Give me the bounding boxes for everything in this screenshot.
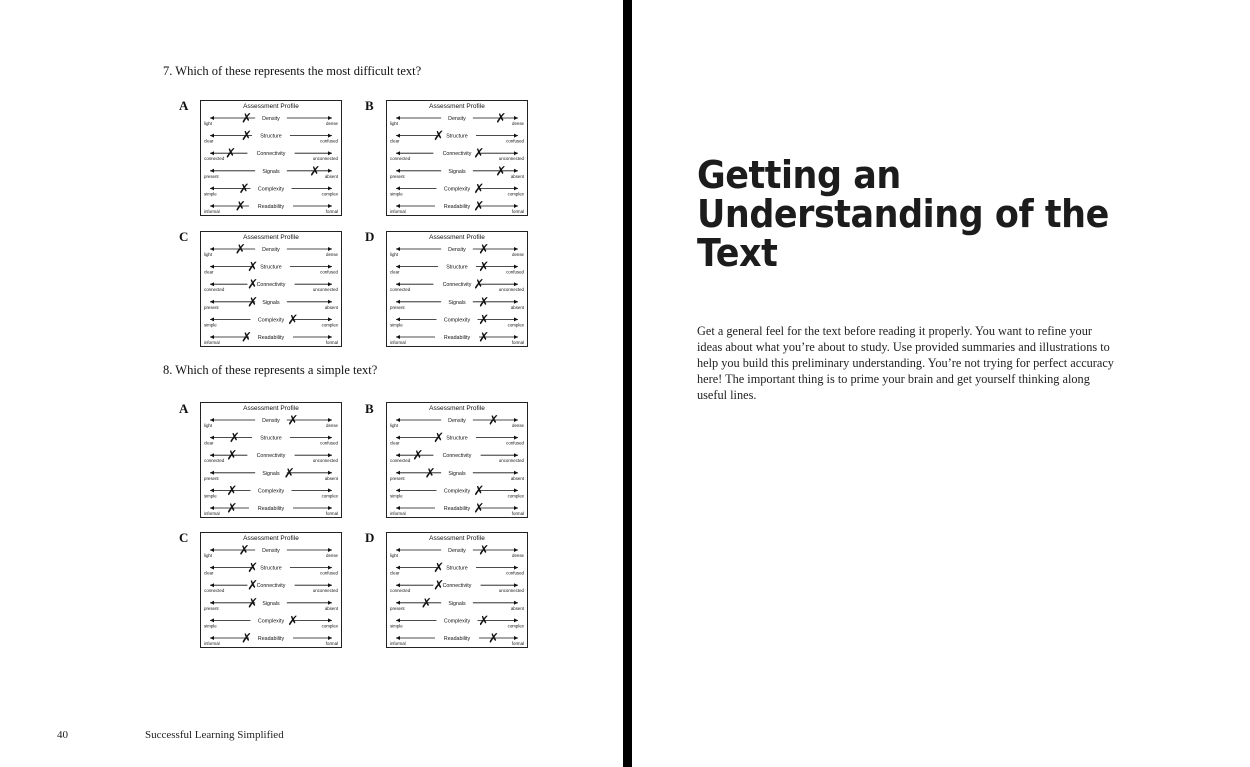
svg-text:dense: dense	[512, 121, 524, 126]
profile-title: Assessment Profile	[243, 535, 299, 542]
profile-row-structure	[204, 129, 339, 144]
svg-text:present: present	[390, 475, 405, 481]
svg-text:present: present	[204, 304, 219, 310]
profile-mark: ✗	[478, 543, 490, 559]
svg-text:light: light	[204, 121, 213, 126]
profile-row-complexity	[204, 614, 339, 629]
svg-text:confused: confused	[320, 440, 338, 446]
profile-mark: ✗	[495, 111, 507, 127]
profile-row-signals	[204, 466, 339, 481]
svg-text:light: light	[390, 423, 399, 428]
profile-mark: ✗	[478, 295, 490, 311]
profile-mark: ✗	[241, 330, 253, 346]
svg-text:simple: simple	[390, 623, 403, 629]
svg-text:formal: formal	[325, 641, 338, 646]
svg-text:light: light	[204, 553, 213, 558]
option-letter: B	[365, 401, 374, 416]
svg-text:absent: absent	[324, 173, 338, 179]
profile-row-connectivity	[390, 278, 525, 293]
profile-row-connectivity	[390, 147, 525, 162]
svg-text:absent: absent	[324, 304, 338, 310]
svg-text:light: light	[204, 252, 213, 257]
svg-text:Connectivity: Connectivity	[256, 453, 286, 460]
profile-row-readability	[204, 502, 338, 517]
profile-mark: ✗	[235, 242, 246, 258]
svg-text:Density: Density	[448, 418, 466, 424]
assessment-profile	[386, 402, 528, 518]
assessment-profile	[200, 402, 342, 518]
option-letter: C	[179, 530, 189, 545]
profile-title: Assessment Profile	[429, 234, 485, 241]
svg-text:complex: complex	[321, 493, 338, 499]
svg-text:dense: dense	[326, 252, 338, 257]
profile-mark: ✗	[287, 312, 299, 328]
svg-text:Signals: Signals	[262, 168, 280, 175]
profile-diagram	[201, 533, 341, 647]
svg-text:Complexity: Complexity	[257, 317, 285, 324]
svg-text:Complexity: Complexity	[443, 488, 471, 495]
profile-row-readability	[390, 502, 524, 517]
assessment-profile	[386, 100, 528, 216]
profile-mark: ✗	[247, 260, 259, 276]
svg-text:confused: confused	[320, 269, 338, 275]
profile-mark: ✗	[247, 561, 259, 577]
profile-mark: ✗	[241, 631, 253, 647]
svg-text:unconnected: unconnected	[498, 458, 524, 464]
profile-row-complexity	[390, 182, 525, 197]
profile-mark: ✗	[247, 578, 259, 594]
profile-mark: ✗	[247, 596, 259, 612]
assessment-profile	[200, 231, 342, 347]
svg-text:Density: Density	[262, 418, 280, 424]
profile-row-signals	[390, 596, 525, 611]
profile-diagram	[387, 403, 527, 517]
svg-text:absent: absent	[510, 475, 524, 481]
svg-text:unconnected: unconnected	[312, 287, 338, 293]
svg-text:dense: dense	[512, 423, 524, 428]
svg-text:Readability: Readability	[443, 335, 471, 341]
svg-text:unconnected: unconnected	[312, 458, 338, 464]
profile-row-complexity	[390, 614, 525, 629]
profile-row-complexity	[204, 313, 339, 328]
svg-text:complex: complex	[507, 191, 524, 197]
svg-text:Signals: Signals	[448, 299, 466, 306]
profile-title: Assessment Profile	[429, 103, 485, 110]
svg-text:Readability: Readability	[257, 335, 285, 341]
profile-row-density	[390, 112, 525, 127]
svg-text:absent: absent	[324, 605, 338, 611]
assessment-profile	[386, 231, 528, 347]
svg-text:Connectivity: Connectivity	[256, 282, 286, 289]
svg-text:connected: connected	[390, 156, 411, 162]
profile-title: Assessment Profile	[243, 234, 299, 241]
svg-text:informal: informal	[390, 209, 406, 214]
svg-text:Readability: Readability	[257, 636, 285, 642]
profile-mark: ✗	[473, 483, 485, 499]
option-letter: D	[365, 530, 375, 545]
assessment-profile	[386, 532, 528, 648]
svg-text:Signals: Signals	[448, 168, 466, 175]
svg-text:Connectivity: Connectivity	[256, 583, 286, 590]
profile-mark: ✗	[478, 242, 490, 258]
svg-text:complex: complex	[507, 322, 524, 328]
svg-text:unconnected: unconnected	[498, 287, 524, 293]
profile-row-signals	[204, 295, 339, 310]
option-letter: C	[179, 229, 189, 244]
svg-text:complex: complex	[321, 191, 338, 197]
profile-row-structure	[390, 561, 525, 576]
assessment-profile	[200, 100, 342, 216]
profile-mark: ✗	[287, 613, 299, 629]
svg-text:unconnected: unconnected	[312, 156, 338, 162]
profile-row-structure	[204, 260, 339, 275]
svg-text:clear: clear	[204, 269, 214, 275]
svg-text:informal: informal	[390, 641, 406, 646]
svg-text:formal: formal	[325, 511, 338, 516]
svg-text:dense: dense	[326, 121, 338, 126]
svg-text:Signals: Signals	[262, 600, 280, 607]
profile-mark: ✗	[238, 543, 250, 559]
svg-text:simple: simple	[204, 191, 217, 197]
svg-text:dense: dense	[326, 553, 338, 558]
svg-text:connected: connected	[390, 588, 411, 594]
svg-text:connected: connected	[390, 287, 411, 293]
svg-text:connected: connected	[204, 156, 225, 162]
svg-text:Structure: Structure	[446, 133, 468, 140]
svg-text:absent: absent	[510, 173, 524, 179]
svg-text:Signals: Signals	[262, 299, 280, 306]
svg-text:Structure: Structure	[260, 264, 282, 271]
profile-mark: ✗	[433, 561, 445, 577]
svg-text:clear: clear	[204, 440, 214, 446]
profile-diagram	[387, 533, 527, 647]
chapter-title: Getting an Understanding of the Text	[697, 153, 1109, 275]
left-page	[0, 0, 623, 767]
profile-row-signals	[390, 164, 525, 179]
svg-text:formal: formal	[511, 511, 524, 516]
svg-text:confused: confused	[320, 570, 338, 576]
svg-text:formal: formal	[511, 641, 524, 646]
svg-text:Structure: Structure	[260, 133, 282, 140]
svg-text:informal: informal	[204, 511, 220, 516]
profile-title: Assessment Profile	[429, 405, 485, 412]
svg-text:Density: Density	[448, 548, 466, 554]
profile-title: Assessment Profile	[243, 405, 299, 412]
svg-text:Readability: Readability	[257, 506, 285, 512]
svg-text:simple: simple	[204, 493, 217, 499]
svg-text:Connectivity: Connectivity	[256, 151, 286, 158]
profile-mark: ✗	[241, 111, 253, 127]
body-paragraph: Get a general feel for the text before reading it properly. You want to refine your ideas about what you’re about to study. Use provided summaries and illustrations to help you build this preliminary understanding. You’re not trying for perfect accuracy here! The important thing is to prime your brain and get yourself thinking along useful lines.	[697, 324, 1114, 402]
profile-row-complexity	[390, 484, 525, 499]
svg-text:clear: clear	[390, 138, 400, 144]
svg-text:informal: informal	[390, 340, 406, 345]
svg-text:Complexity: Complexity	[443, 618, 471, 625]
svg-text:formal: formal	[511, 340, 524, 345]
profile-mark: ✗	[424, 466, 436, 482]
profile-mark: ✗	[283, 466, 295, 482]
svg-text:formal: formal	[511, 209, 524, 214]
profile-mark: ✗	[412, 448, 424, 464]
svg-text:simple: simple	[390, 191, 403, 197]
profile-mark: ✗	[247, 277, 259, 293]
profile-row-density	[390, 243, 525, 258]
svg-text:confused: confused	[506, 440, 524, 446]
profile-mark: ✗	[247, 295, 259, 311]
svg-text:present: present	[390, 605, 405, 611]
profile-mark: ✗	[478, 330, 490, 346]
svg-text:Complexity: Complexity	[257, 488, 285, 495]
profile-mark: ✗	[473, 277, 485, 293]
svg-text:light: light	[390, 121, 399, 126]
question-8: 8. Which of these represents a simple text?	[163, 363, 378, 377]
svg-text:Connectivity: Connectivity	[442, 583, 472, 590]
svg-text:dense: dense	[512, 252, 524, 257]
svg-text:formal: formal	[325, 209, 338, 214]
option-letter: A	[179, 401, 189, 416]
option-letter: D	[365, 229, 375, 244]
profile-row-connectivity	[204, 449, 339, 464]
svg-text:light: light	[390, 553, 399, 558]
svg-text:clear: clear	[390, 269, 400, 275]
right-page	[632, 0, 1250, 767]
svg-text:clear: clear	[390, 440, 400, 446]
svg-text:simple: simple	[390, 493, 403, 499]
profile-row-complexity	[204, 182, 339, 197]
svg-text:connected: connected	[204, 287, 225, 293]
profile-row-density	[390, 544, 525, 559]
svg-text:complex: complex	[321, 623, 338, 629]
svg-text:Signals: Signals	[448, 470, 466, 477]
svg-text:present: present	[390, 304, 405, 310]
running-title: Successful Learning Simplified	[145, 729, 284, 741]
profile-mark: ✗	[495, 164, 507, 180]
svg-text:informal: informal	[204, 340, 220, 345]
profile-row-readability	[204, 632, 338, 647]
profile-row-connectivity	[390, 579, 525, 594]
profile-diagram	[387, 101, 527, 215]
svg-text:clear: clear	[204, 570, 214, 576]
profile-row-connectivity	[204, 579, 339, 594]
svg-text:informal: informal	[390, 511, 406, 516]
page-number: 40	[57, 729, 68, 741]
svg-text:Signals: Signals	[448, 600, 466, 607]
profile-row-complexity	[390, 313, 525, 328]
svg-text:formal: formal	[325, 340, 338, 345]
profile-row-readability	[204, 331, 338, 346]
profile-mark: ✗	[241, 129, 253, 145]
svg-text:clear: clear	[204, 138, 214, 144]
profile-mark: ✗	[238, 181, 250, 197]
option-letter: A	[179, 98, 189, 113]
profile-row-density	[204, 112, 339, 127]
svg-text:Connectivity: Connectivity	[442, 453, 472, 460]
profile-row-readability	[204, 200, 338, 215]
svg-text:Readability: Readability	[443, 506, 471, 512]
assessment-profile	[200, 532, 342, 648]
profile-row-structure	[390, 129, 525, 144]
profile-diagram	[201, 101, 341, 215]
svg-text:unconnected: unconnected	[498, 588, 524, 594]
profile-mark: ✗	[226, 483, 238, 499]
profile-row-readability	[390, 200, 524, 215]
option-letter: B	[365, 98, 374, 113]
svg-text:dense: dense	[326, 423, 338, 428]
svg-text:Readability: Readability	[443, 636, 471, 642]
profile-row-connectivity	[204, 147, 339, 162]
svg-text:Structure: Structure	[260, 565, 282, 572]
svg-text:complex: complex	[507, 493, 524, 499]
svg-text:confused: confused	[506, 570, 524, 576]
svg-text:Signals: Signals	[262, 470, 280, 477]
profile-row-complexity	[204, 484, 339, 499]
profile-mark: ✗	[478, 260, 490, 276]
page-gutter	[623, 0, 632, 767]
svg-text:confused: confused	[320, 138, 338, 144]
svg-text:unconnected: unconnected	[312, 588, 338, 594]
svg-text:informal: informal	[204, 209, 220, 214]
svg-text:simple: simple	[204, 623, 217, 629]
profile-mark: ✗	[226, 501, 238, 517]
svg-text:Density: Density	[262, 116, 280, 122]
svg-text:Readability: Readability	[443, 204, 471, 210]
svg-text:Complexity: Complexity	[443, 317, 471, 324]
profile-row-density	[204, 544, 339, 559]
profile-row-density	[204, 243, 339, 258]
profile-row-density	[390, 414, 525, 429]
profile-mark: ✗	[309, 164, 321, 180]
profile-row-structure	[390, 431, 525, 446]
profile-mark: ✗	[228, 431, 240, 447]
profile-mark: ✗	[473, 181, 485, 197]
svg-text:connected: connected	[204, 588, 225, 594]
profile-mark: ✗	[421, 596, 432, 612]
profile-mark: ✗	[225, 146, 237, 162]
svg-text:Structure: Structure	[446, 435, 468, 442]
svg-text:Density: Density	[448, 116, 466, 122]
svg-text:simple: simple	[204, 322, 217, 328]
svg-text:present: present	[204, 605, 219, 611]
svg-text:unconnected: unconnected	[498, 156, 524, 162]
profile-row-density	[204, 414, 339, 429]
profile-row-signals	[204, 596, 339, 611]
svg-text:Structure: Structure	[446, 264, 468, 271]
svg-text:confused: confused	[506, 269, 524, 275]
svg-text:simple: simple	[390, 322, 403, 328]
svg-text:confused: confused	[506, 138, 524, 144]
profile-mark: ✗	[478, 312, 490, 328]
profile-mark: ✗	[488, 413, 500, 429]
svg-text:Density: Density	[448, 247, 466, 253]
svg-text:Connectivity: Connectivity	[442, 282, 472, 289]
profile-mark: ✗	[235, 199, 246, 215]
svg-text:Complexity: Complexity	[257, 618, 285, 625]
profile-mark: ✗	[473, 501, 485, 517]
profile-row-signals	[390, 466, 525, 481]
profile-mark: ✗	[488, 631, 500, 647]
svg-text:light: light	[390, 252, 399, 257]
svg-text:clear: clear	[390, 570, 400, 576]
profile-row-readability	[390, 632, 524, 647]
profile-mark: ✗	[473, 199, 485, 215]
svg-text:absent: absent	[324, 475, 338, 481]
svg-text:present: present	[204, 475, 219, 481]
profile-row-signals	[204, 164, 339, 179]
profile-row-structure	[204, 431, 339, 446]
svg-text:complex: complex	[321, 322, 338, 328]
profile-row-connectivity	[390, 449, 525, 464]
svg-text:Complexity: Complexity	[257, 186, 285, 193]
profile-row-connectivity	[204, 278, 339, 293]
svg-text:complex: complex	[507, 623, 524, 629]
svg-text:Density: Density	[262, 247, 280, 253]
profile-mark: ✗	[226, 448, 238, 464]
svg-text:Structure: Structure	[446, 565, 468, 572]
profile-diagram	[201, 232, 341, 346]
profile-mark: ✗	[287, 413, 299, 429]
svg-text:present: present	[204, 173, 219, 179]
svg-text:absent: absent	[510, 304, 524, 310]
profile-mark: ✗	[473, 146, 485, 162]
svg-text:present: present	[390, 173, 405, 179]
svg-text:connected: connected	[204, 458, 225, 464]
profile-mark: ✗	[478, 613, 490, 629]
svg-text:connected: connected	[390, 458, 411, 464]
profile-title: Assessment Profile	[429, 535, 485, 542]
svg-text:Connectivity: Connectivity	[442, 151, 472, 158]
question-7: 7. Which of these represents the most difficult text?	[163, 64, 422, 78]
svg-text:Density: Density	[262, 548, 280, 554]
profile-diagram	[387, 232, 527, 346]
svg-text:absent: absent	[510, 605, 524, 611]
profile-row-structure	[390, 260, 525, 275]
svg-text:Complexity: Complexity	[443, 186, 471, 193]
profile-mark: ✗	[433, 431, 445, 447]
profile-mark: ✗	[433, 129, 445, 145]
svg-text:light: light	[204, 423, 213, 428]
profile-mark: ✗	[433, 578, 445, 594]
profile-title: Assessment Profile	[243, 103, 299, 110]
profile-row-structure	[204, 561, 339, 576]
profile-row-signals	[390, 295, 525, 310]
svg-text:Structure: Structure	[260, 435, 282, 442]
svg-text:informal: informal	[204, 641, 220, 646]
profile-row-readability	[390, 331, 524, 346]
svg-text:dense: dense	[512, 553, 524, 558]
svg-text:Readability: Readability	[257, 204, 285, 210]
profile-diagram	[201, 403, 341, 517]
